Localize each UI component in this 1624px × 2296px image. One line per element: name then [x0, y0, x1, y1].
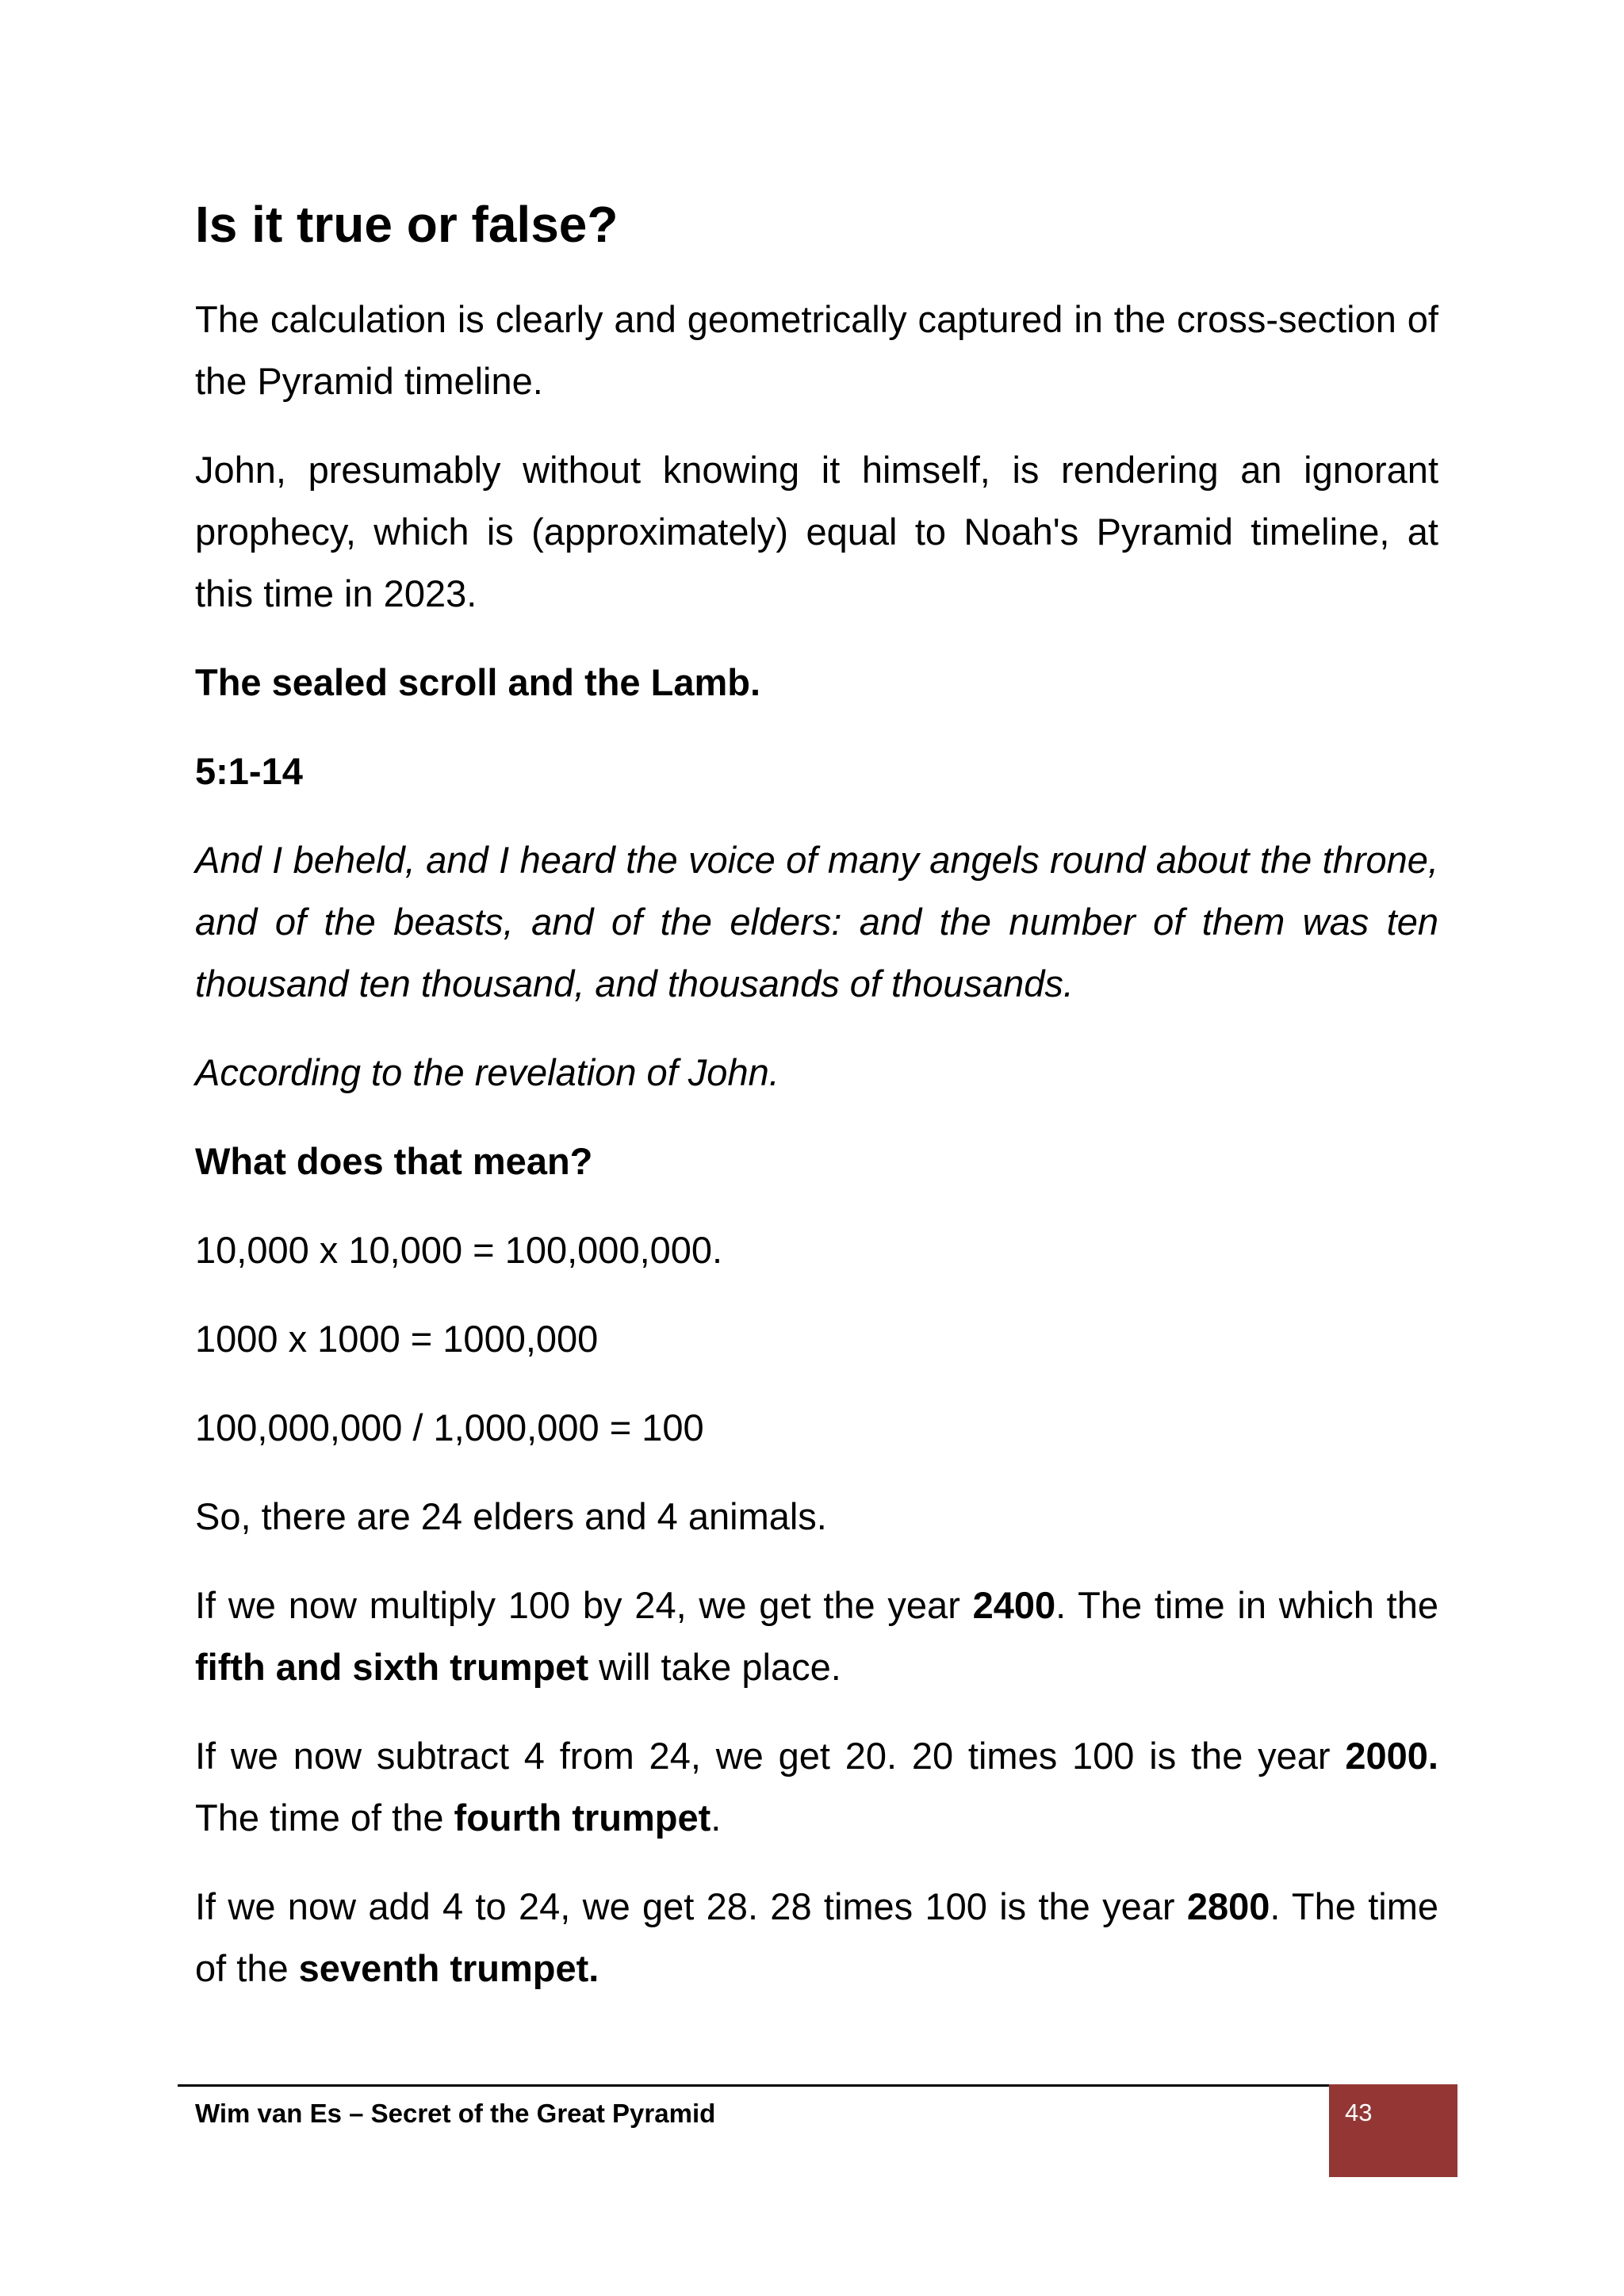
paragraph-year-2400: [195, 1575, 1438, 1698]
text-segment: . The time in which the: [1055, 1583, 1439, 1626]
paragraph-year-2000: [195, 1725, 1438, 1849]
section-subheading: The sealed scroll and the Lamb.: [195, 660, 761, 703]
calculation-line-3: 100,000,000 / 1,000,000 = 100: [195, 1406, 704, 1448]
text-segment: If we now multiply 100 by 24, we get the year: [195, 1583, 973, 1626]
scripture-quote: And I beheld, and I heard the voice of many angels round about the throne, and of the beasts, and of the elders: and the number of them was ten thousand ten thousand, and thousands of thousands.: [195, 838, 1438, 1004]
text-segment: .: [710, 1796, 722, 1839]
text-segment: If we now subtract 4 from 24, we get 20. 20 times 100 is the year: [195, 1734, 1346, 1777]
verse-reference: 5:1-14: [195, 749, 303, 792]
page-title: Is it true or false?: [195, 196, 619, 253]
paragraph-year-2800: [195, 1876, 1438, 1999]
year-2000: 2000.: [1345, 1734, 1438, 1777]
text-segment: The time of the: [195, 1796, 454, 1839]
year-2400: 2400: [972, 1583, 1056, 1626]
text-segment: . The time of the: [195, 1885, 1439, 1989]
fourth-trumpet: fourth trumpet: [454, 1796, 711, 1839]
paragraph-john-prophecy: John, presumably without knowing it himself, is rendering an ignorant prophecy, which is (approximately) equal to Noah's Pyramid timeline, at this time in 2023.: [195, 448, 1438, 614]
year-2800: 2800: [1186, 1885, 1270, 1927]
question-heading: What does that mean?: [195, 1139, 593, 1182]
text-segment: If we now add 4 to 24, we get 28. 28 times 100 is the year: [195, 1885, 1187, 1927]
footer-title: Wim van Es – Secret of the Great Pyramid: [195, 2099, 716, 2128]
calculation-line-1: 10,000 x 10,000 = 100,000,000.: [195, 1228, 723, 1271]
paragraph-elders: So, there are 24 elders and 4 animals.: [195, 1494, 827, 1537]
quote-attribution: According to the revelation of John.: [195, 1050, 779, 1093]
page-body: [195, 194, 1438, 2026]
paragraph-calculation: The calculation is clearly and geometrically captured in the cross-section of the Pyramid timeline.: [195, 297, 1438, 402]
fifth-sixth-trumpet: fifth and sixth trumpet: [195, 1645, 589, 1688]
seventh-trumpet: seventh trumpet.: [298, 1946, 599, 1989]
page-number: 43: [1345, 2099, 1373, 2126]
text-segment: will take place.: [588, 1645, 841, 1688]
page-number-box: [1329, 2084, 1457, 2177]
calculation-line-2: 1000 x 1000 = 1000,000: [195, 1317, 599, 1360]
footer-divider: [178, 2084, 1329, 2087]
